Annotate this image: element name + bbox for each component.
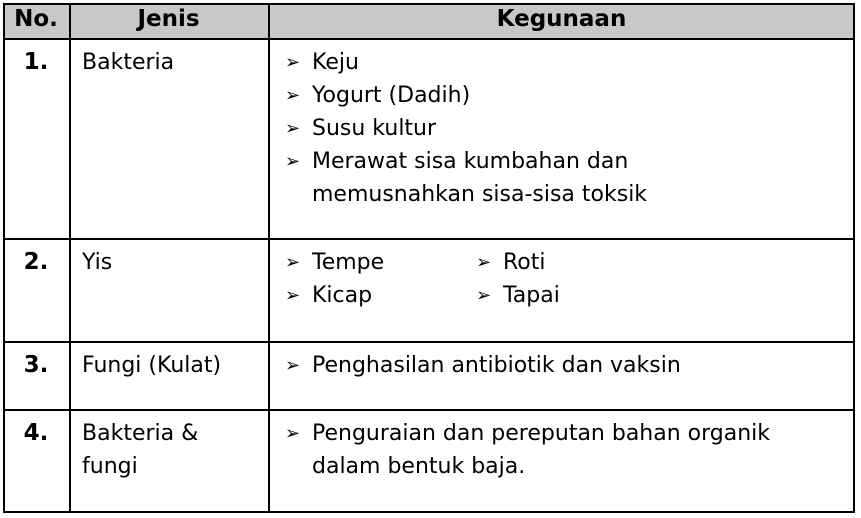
arrowhead-bullet-icon: ➢ [285,285,301,306]
arrowhead-bullet-icon: ➢ [476,285,492,306]
list-item: ➢ Yogurt (Dadih) [285,79,855,112]
list-item: ➢ Tapai [476,279,667,312]
table-header-row [3,3,855,39]
table-row [3,239,855,342]
list-item: ➢ Penguraian dan pereputan bahan organik dalam bentuk baja. [285,417,772,483]
row-number: 3. [23,352,49,378]
list-item: ➢ Keju [285,46,855,79]
list-line [285,246,855,279]
list-item: ➢ Tempe [285,246,476,279]
row-divider [3,238,855,240]
header-kegunaan: Kegunaan [268,3,855,39]
row-kegunaan [268,239,855,342]
column-divider [268,3,270,513]
row-number: 2. [23,249,49,275]
arrowhead-bullet-icon: ➢ [476,252,492,273]
row-kegunaan [268,39,855,239]
row-kegunaan [268,410,855,513]
row-jenis: Bakteria & fungi [82,421,199,479]
header-no: No. [3,3,69,39]
column-divider [69,3,71,513]
list-item: ➢ Merawat sisa kumbahan dan memusnahkan sisa-sisa toksik [285,145,722,211]
table-border-bottom [3,511,855,513]
row-divider [3,38,855,40]
row-kegunaan [268,342,855,410]
row-jenis: Bakteria [82,50,175,75]
table-border-left [3,3,5,513]
arrowhead-bullet-icon: ➢ [285,423,301,444]
table-border-top [3,3,855,5]
row-jenis: Fungi (Kulat) [82,353,222,378]
table-row [3,410,855,513]
arrowhead-bullet-icon: ➢ [285,252,301,273]
list-line [285,279,855,312]
row-jenis: Yis [82,250,113,275]
header-jenis: Jenis [69,3,268,39]
arrowhead-bullet-icon: ➢ [285,151,301,172]
arrowhead-bullet-icon: ➢ [285,52,301,73]
row-number: 1. [23,49,49,75]
arrowhead-bullet-icon: ➢ [285,118,301,139]
list-item: ➢ Susu kultur [285,112,855,145]
table-row [3,342,855,410]
uses-table [3,3,855,513]
table-border-right [853,3,855,513]
row-number: 4. [23,420,49,446]
table-row [3,39,855,239]
list-item: ➢ Kicap [285,279,476,312]
row-divider [3,409,855,411]
arrowhead-bullet-icon: ➢ [285,85,301,106]
list-item: ➢ Penghasilan antibiotik dan vaksin [285,349,855,382]
arrowhead-bullet-icon: ➢ [285,355,301,376]
row-divider [3,341,855,343]
list-item: ➢ Roti [476,246,667,279]
